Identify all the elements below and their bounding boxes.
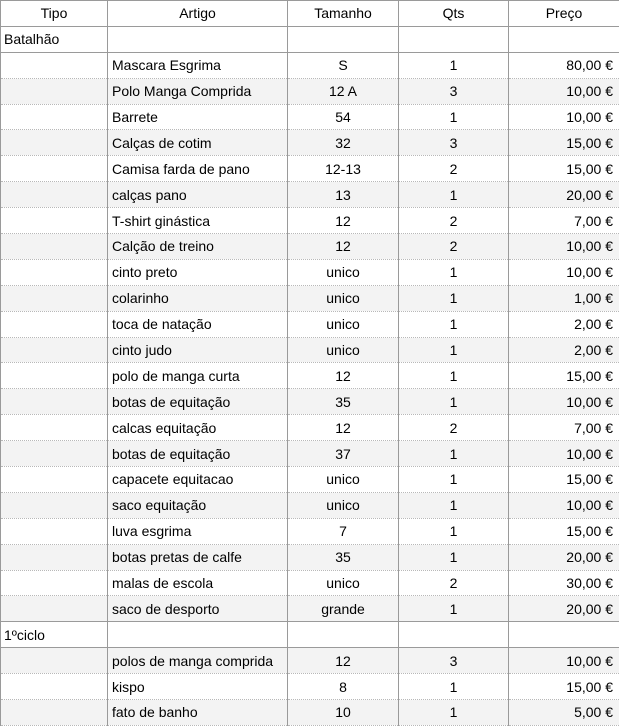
- header-artigo: Artigo: [108, 1, 288, 27]
- header-tipo: Tipo: [1, 1, 108, 27]
- qts-cell: 1: [399, 389, 509, 415]
- qts-cell: 2: [399, 208, 509, 234]
- group-empty-cell: [108, 622, 288, 648]
- group-empty-cell: [509, 622, 619, 648]
- table-row: [1, 52, 619, 78]
- artigo-cell: cinto preto: [108, 259, 288, 285]
- artigo-cell: saco de desporto: [108, 596, 288, 622]
- tipo-cell: [1, 492, 108, 518]
- preco-cell: 20,00 €: [509, 544, 619, 570]
- qts-cell: 2: [399, 415, 509, 441]
- header-tamanho: Tamanho: [288, 1, 399, 27]
- table-row: [1, 518, 619, 544]
- header-row: [1, 1, 619, 27]
- qts-cell: 1: [399, 518, 509, 544]
- table-row: [1, 285, 619, 311]
- artigo-cell: polos de manga comprida: [108, 648, 288, 674]
- group-row: [1, 26, 619, 52]
- qts-cell: 1: [399, 182, 509, 208]
- artigo-cell: malas de escola: [108, 570, 288, 596]
- table-row: [1, 441, 619, 467]
- artigo-cell: cinto judo: [108, 337, 288, 363]
- artigo-cell: botas de equitação: [108, 389, 288, 415]
- qts-cell: 1: [399, 104, 509, 130]
- qts-cell: 1: [399, 544, 509, 570]
- tamanho-cell: 12-13: [288, 156, 399, 182]
- header-preco: Preço: [509, 1, 619, 27]
- preco-cell: 10,00 €: [509, 234, 619, 260]
- table-row: [1, 234, 619, 260]
- preco-cell: 2,00 €: [509, 311, 619, 337]
- table-row: [1, 596, 619, 622]
- tipo-cell: [1, 130, 108, 156]
- tipo-cell: [1, 156, 108, 182]
- preco-cell: 15,00 €: [509, 518, 619, 544]
- group-row: [1, 622, 619, 648]
- qts-cell: 1: [399, 337, 509, 363]
- tamanho-cell: 12: [288, 648, 399, 674]
- tamanho-cell: unico: [288, 467, 399, 493]
- tamanho-cell: unico: [288, 337, 399, 363]
- preco-cell: 5,00 €: [509, 700, 619, 726]
- tamanho-cell: 12: [288, 415, 399, 441]
- qts-cell: 2: [399, 570, 509, 596]
- qts-cell: 1: [399, 259, 509, 285]
- artigo-cell: botas pretas de calfe: [108, 544, 288, 570]
- preco-cell: 20,00 €: [509, 182, 619, 208]
- tamanho-cell: 8: [288, 674, 399, 700]
- tamanho-cell: 35: [288, 389, 399, 415]
- tipo-cell: [1, 78, 108, 104]
- tamanho-cell: 12 A: [288, 78, 399, 104]
- preco-cell: 1,00 €: [509, 285, 619, 311]
- artigo-cell: Calção de treino: [108, 234, 288, 260]
- artigo-cell: capacete equitacao: [108, 467, 288, 493]
- tipo-cell: [1, 544, 108, 570]
- tamanho-cell: unico: [288, 570, 399, 596]
- qts-cell: 1: [399, 311, 509, 337]
- table-row: [1, 311, 619, 337]
- tamanho-cell: grande: [288, 596, 399, 622]
- table-body: [1, 26, 619, 725]
- artigo-cell: saco equitação: [108, 492, 288, 518]
- tamanho-cell: 13: [288, 182, 399, 208]
- table-row: [1, 415, 619, 441]
- table-row: [1, 78, 619, 104]
- table-row: [1, 389, 619, 415]
- tamanho-cell: unico: [288, 311, 399, 337]
- qts-cell: 1: [399, 492, 509, 518]
- qts-cell: 2: [399, 156, 509, 182]
- artigo-cell: toca de natação: [108, 311, 288, 337]
- tipo-cell: [1, 518, 108, 544]
- tipo-cell: [1, 389, 108, 415]
- preco-cell: 15,00 €: [509, 467, 619, 493]
- group-empty-cell: [288, 26, 399, 52]
- group-label: 1ºciclo: [1, 622, 108, 648]
- qts-cell: 2: [399, 234, 509, 260]
- artigo-cell: fato de banho: [108, 700, 288, 726]
- tamanho-cell: 12: [288, 363, 399, 389]
- preco-cell: 15,00 €: [509, 130, 619, 156]
- table-row: [1, 337, 619, 363]
- tamanho-cell: 54: [288, 104, 399, 130]
- tipo-cell: [1, 234, 108, 260]
- tipo-cell: [1, 311, 108, 337]
- table-row: [1, 259, 619, 285]
- table-row: [1, 492, 619, 518]
- tamanho-cell: unico: [288, 285, 399, 311]
- preco-cell: 30,00 €: [509, 570, 619, 596]
- table-row: [1, 467, 619, 493]
- table-row: [1, 544, 619, 570]
- table-row: [1, 208, 619, 234]
- tipo-cell: [1, 674, 108, 700]
- tamanho-cell: 32: [288, 130, 399, 156]
- tipo-cell: [1, 467, 108, 493]
- tipo-cell: [1, 363, 108, 389]
- preco-cell: 2,00 €: [509, 337, 619, 363]
- preco-cell: 7,00 €: [509, 208, 619, 234]
- artigo-cell: T-shirt ginástica: [108, 208, 288, 234]
- table-row: [1, 648, 619, 674]
- qts-cell: 1: [399, 596, 509, 622]
- qts-cell: 1: [399, 674, 509, 700]
- preco-cell: 20,00 €: [509, 596, 619, 622]
- qts-cell: 3: [399, 78, 509, 104]
- group-empty-cell: [399, 26, 509, 52]
- tamanho-cell: 37: [288, 441, 399, 467]
- qts-cell: 3: [399, 648, 509, 674]
- preco-cell: 10,00 €: [509, 441, 619, 467]
- preco-cell: 10,00 €: [509, 259, 619, 285]
- preco-cell: 80,00 €: [509, 52, 619, 78]
- tamanho-cell: 12: [288, 208, 399, 234]
- artigo-cell: Barrete: [108, 104, 288, 130]
- preco-cell: 10,00 €: [509, 492, 619, 518]
- preco-cell: 10,00 €: [509, 389, 619, 415]
- group-empty-cell: [399, 622, 509, 648]
- tipo-cell: [1, 441, 108, 467]
- tipo-cell: [1, 337, 108, 363]
- tipo-cell: [1, 700, 108, 726]
- artigo-cell: Camisa farda de pano: [108, 156, 288, 182]
- tamanho-cell: 7: [288, 518, 399, 544]
- preco-cell: 7,00 €: [509, 415, 619, 441]
- tamanho-cell: 12: [288, 234, 399, 260]
- tipo-cell: [1, 415, 108, 441]
- preco-cell: 15,00 €: [509, 156, 619, 182]
- artigo-cell: colarinho: [108, 285, 288, 311]
- qts-cell: 1: [399, 700, 509, 726]
- table-row: [1, 700, 619, 726]
- qts-cell: 1: [399, 363, 509, 389]
- tipo-cell: [1, 285, 108, 311]
- qts-cell: 1: [399, 285, 509, 311]
- preco-cell: 15,00 €: [509, 363, 619, 389]
- tamanho-cell: 35: [288, 544, 399, 570]
- tipo-cell: [1, 182, 108, 208]
- preco-cell: 15,00 €: [509, 674, 619, 700]
- tipo-cell: [1, 259, 108, 285]
- tipo-cell: [1, 648, 108, 674]
- preco-cell: 10,00 €: [509, 104, 619, 130]
- table-row: [1, 674, 619, 700]
- group-empty-cell: [108, 26, 288, 52]
- artigo-cell: Calças de cotim: [108, 130, 288, 156]
- preco-cell: 10,00 €: [509, 648, 619, 674]
- artigo-cell: kispo: [108, 674, 288, 700]
- group-empty-cell: [288, 622, 399, 648]
- tamanho-cell: S: [288, 52, 399, 78]
- table-row: [1, 363, 619, 389]
- artigo-cell: polo de manga curta: [108, 363, 288, 389]
- artigo-cell: calcas equitação: [108, 415, 288, 441]
- group-empty-cell: [509, 26, 619, 52]
- artigo-cell: luva esgrima: [108, 518, 288, 544]
- tipo-cell: [1, 208, 108, 234]
- table-row: [1, 130, 619, 156]
- tipo-cell: [1, 104, 108, 130]
- tipo-cell: [1, 52, 108, 78]
- tipo-cell: [1, 596, 108, 622]
- tamanho-cell: 10: [288, 700, 399, 726]
- qts-cell: 3: [399, 130, 509, 156]
- qts-cell: 1: [399, 467, 509, 493]
- tamanho-cell: unico: [288, 492, 399, 518]
- table-row: [1, 156, 619, 182]
- table-row: [1, 570, 619, 596]
- artigo-cell: Polo Manga Comprida: [108, 78, 288, 104]
- artigo-cell: Mascara Esgrima: [108, 52, 288, 78]
- qts-cell: 1: [399, 52, 509, 78]
- tipo-cell: [1, 570, 108, 596]
- qts-cell: 1: [399, 441, 509, 467]
- tamanho-cell: unico: [288, 259, 399, 285]
- table-row: [1, 104, 619, 130]
- artigo-cell: botas de equitação: [108, 441, 288, 467]
- group-label: Batalhão: [1, 26, 108, 52]
- header-qts: Qts: [399, 1, 509, 27]
- table-row: [1, 182, 619, 208]
- artigo-cell: calças pano: [108, 182, 288, 208]
- preco-cell: 10,00 €: [509, 78, 619, 104]
